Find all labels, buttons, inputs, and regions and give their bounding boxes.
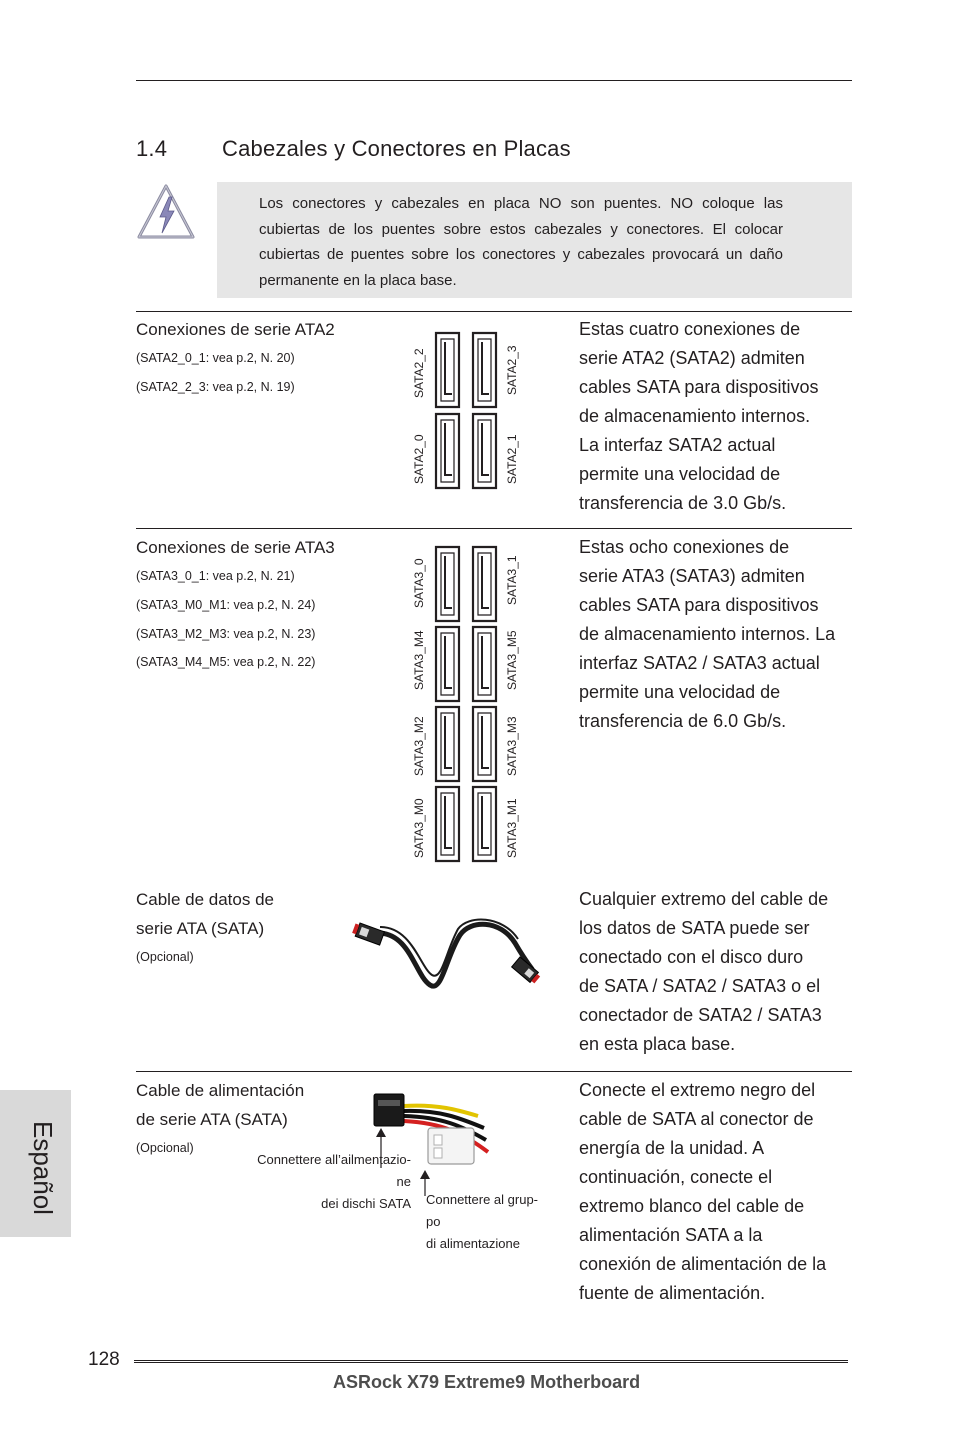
- ata3-label: Conexiones de serie ATA3: [136, 538, 335, 557]
- port-label-sata3-1: SATA3_1: [505, 555, 519, 605]
- ata2-ref-2: (SATA2_2_3: vea p.2, N. 19): [136, 380, 295, 394]
- sata-port-shape: [436, 414, 459, 488]
- desc-line: de almacenamiento internos. La: [579, 624, 836, 644]
- cable-optional: (Opcional): [136, 950, 194, 964]
- desc-line: los datos de SATA puede ser: [579, 918, 810, 938]
- desc-line: serie ATA2 (SATA2) admiten: [579, 348, 805, 368]
- port-label-sata3-0: SATA3_0: [412, 558, 426, 608]
- section-rule-2: [136, 528, 852, 529]
- desc-line: conexión de alimentación de la: [579, 1254, 827, 1274]
- callout-line: po: [426, 1214, 441, 1229]
- language-tab-label: Español: [28, 1121, 58, 1215]
- warning-icon: [136, 183, 196, 241]
- desc-line: de SATA / SATA2 / SATA3 o el: [579, 976, 821, 996]
- ata2-description: [579, 315, 818, 518]
- warning-box: [217, 182, 852, 298]
- port-label-sata3-m5: SATA3_M5: [505, 630, 519, 690]
- desc-line: La interfaz SATA2 actual: [579, 435, 776, 455]
- footer-title: ASRock X79 Extreme9 Motherboard: [333, 1372, 641, 1392]
- power-optional: (Opcional): [136, 1141, 194, 1155]
- port-label-sata2-2: SATA2_2: [412, 348, 426, 398]
- desc-line: conectador de SATA2 / SATA3: [579, 1005, 822, 1025]
- section-number: 1.4: [136, 136, 168, 161]
- desc-line: transferencia de 3.0 Gb/s.: [579, 493, 787, 513]
- desc-line: energía de la unidad. A: [579, 1138, 765, 1158]
- desc-line: Cualquier extremo del cable de: [579, 889, 829, 909]
- desc-line: Conecte el extremo negro del: [579, 1080, 816, 1100]
- ata3-ref-1: (SATA3_0_1: vea p.2, N. 21): [136, 569, 295, 583]
- ata2-ref-1: (SATA2_0_1: vea p.2, N. 20): [136, 351, 295, 365]
- callout-drive-power: [230, 1149, 411, 1215]
- desc-line: conectado con el disco duro: [579, 947, 804, 967]
- desc-line: alimentación SATA a la: [579, 1225, 763, 1245]
- desc-line: continuación, conecte el: [579, 1167, 773, 1187]
- callout-psu: [426, 1189, 538, 1255]
- page-number: 128: [88, 1349, 120, 1370]
- sata-data-cable-image: [350, 905, 550, 995]
- section-title: Cabezales y Conectores en Placas: [222, 136, 571, 161]
- desc-line: cables SATA para dispositivos: [579, 377, 819, 397]
- sata-port-shape: [473, 414, 496, 488]
- desc-line: de almacenamiento internos.: [579, 406, 811, 426]
- desc-line: extremo blanco del cable de: [579, 1196, 805, 1216]
- desc-line: interfaz SATA2 / SATA3 actual: [579, 653, 820, 673]
- port-label-sata3-m1: SATA3_M1: [505, 798, 519, 858]
- footer-rule: [134, 1360, 848, 1363]
- port-label-sata3-m4: SATA3_M4: [412, 630, 426, 690]
- label-line: de serie ATA (SATA): [136, 1110, 288, 1129]
- label-line: serie ATA (SATA): [136, 919, 265, 938]
- desc-line: permite una velocidad de: [579, 464, 781, 484]
- desc-line: Estas cuatro conexiones de: [579, 319, 801, 339]
- port-label-sata2-1: SATA2_1: [505, 434, 519, 484]
- callout-line: dei dischi SATA: [321, 1196, 411, 1211]
- ata3-ref-2: (SATA3_M0_M1: vea p.2, N. 24): [136, 598, 316, 612]
- label-line: Cable de alimentación: [136, 1081, 305, 1100]
- callout-line: ne: [396, 1174, 411, 1189]
- cable-label: [136, 885, 274, 943]
- desc-line: Estas ocho conexiones de: [579, 537, 790, 557]
- desc-line: cable de SATA al conector de: [579, 1109, 814, 1129]
- ata2-label: Conexiones de serie ATA2: [136, 320, 335, 339]
- port-label-sata2-0: SATA2_0: [412, 434, 426, 484]
- sata-port-shape: [436, 333, 459, 407]
- callout-line: Connettere all’ailmentazio-: [257, 1152, 411, 1167]
- ata3-ref-4: (SATA3_M4_M5: vea p.2, N. 22): [136, 655, 316, 669]
- section-rule-3: [136, 1071, 852, 1072]
- sata-port-shape: [473, 333, 496, 407]
- desc-line: cables SATA para dispositivos: [579, 595, 819, 615]
- section-rule-1: [136, 311, 852, 312]
- callout-line: di alimentazione: [426, 1236, 520, 1251]
- warning-text: Los conectores y cabezales en placa NO son puentes. NO coloque las cubiertas de los puentes sobre estos cabezales y conectores. El colocar cubiertas de puentes sobre los conectores y cabezales provocará un daño permanente en la placa base.: [259, 195, 783, 289]
- desc-line: permite una velocidad de: [579, 682, 781, 702]
- ata3-ref-3: (SATA3_M2_M3: vea p.2, N. 23): [136, 627, 316, 641]
- port-label-sata2-3: SATA2_3: [505, 345, 519, 395]
- callout-line: Connettere al grup-: [426, 1192, 539, 1207]
- ata3-description: [579, 533, 835, 736]
- desc-line: fuente de alimentación.: [579, 1283, 766, 1303]
- cable-description: [579, 885, 828, 1059]
- port-label-sata3-m0: SATA3_M0: [412, 798, 426, 858]
- desc-line: transferencia de 6.0 Gb/s.: [579, 711, 787, 731]
- language-side-tab: [0, 1090, 71, 1237]
- port-label-sata3-m2: SATA3_M2: [412, 716, 426, 776]
- port-label-sata3-m3: SATA3_M3: [505, 716, 519, 776]
- label-line: Cable de datos de: [136, 890, 274, 909]
- top-rule: [136, 80, 852, 81]
- desc-line: serie ATA3 (SATA3) admiten: [579, 566, 805, 586]
- power-label: [136, 1076, 304, 1134]
- desc-line: en esta placa base.: [579, 1034, 736, 1054]
- power-description: [579, 1076, 826, 1308]
